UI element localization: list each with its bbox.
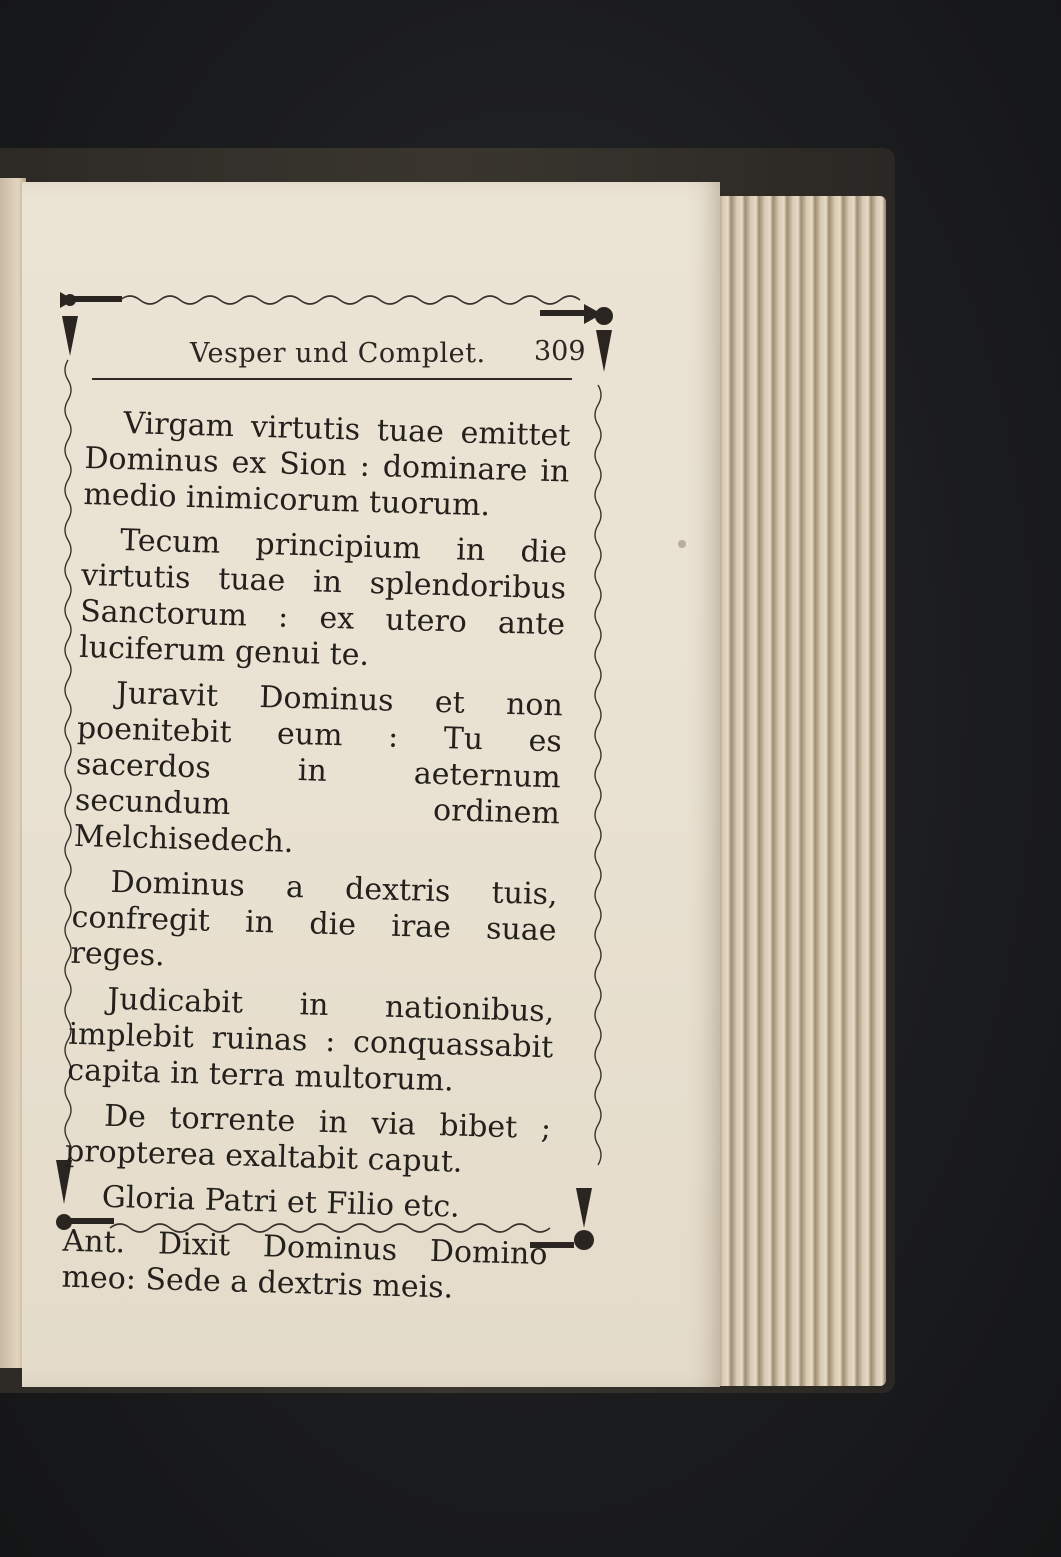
psalm-text-block	[61, 405, 571, 1318]
verse-7: Gloria Patri et Filio etc.	[101, 1179, 461, 1225]
dust-speck	[678, 540, 686, 548]
right-wave-border	[595, 385, 601, 1165]
corner-ornament-top-left	[60, 292, 122, 356]
verse-5: Judicabit in nationibus, implebit ruinas : conquassabit capita in terra multorum.	[66, 981, 555, 1099]
antiphon-text: Dixit Dominus Domino meo: Sede a dextris meis.	[61, 1226, 548, 1306]
verse-2: Tecum principium in die virtutis tuae in splendoribus Sanctorum : ex utero ante luciferum genui te.	[78, 523, 568, 673]
antiphon-label: Ant.	[62, 1223, 126, 1261]
antiphon	[61, 1224, 548, 1310]
running-head-title: Vesper und Complet.	[190, 338, 486, 369]
verse-1: Virgam virtutis tuae emittet Dominus ex Sion : dominare in medio inimicorum tuorum.	[83, 406, 571, 524]
page-number: 309	[534, 336, 586, 367]
verse-6: De torrente in via bibet ; propterea exaltabit caput.	[64, 1098, 552, 1180]
top-wave-border	[120, 296, 580, 304]
verse-3: Juravit Dominus et non poenitebit eum : Tu es sacerdos in aeternum secundum ordinem Melchisedech.	[73, 675, 564, 860]
verse-4: Dominus a dextris tuis, confregit in die irae suae reges.	[70, 864, 558, 974]
header-rule	[92, 378, 572, 380]
